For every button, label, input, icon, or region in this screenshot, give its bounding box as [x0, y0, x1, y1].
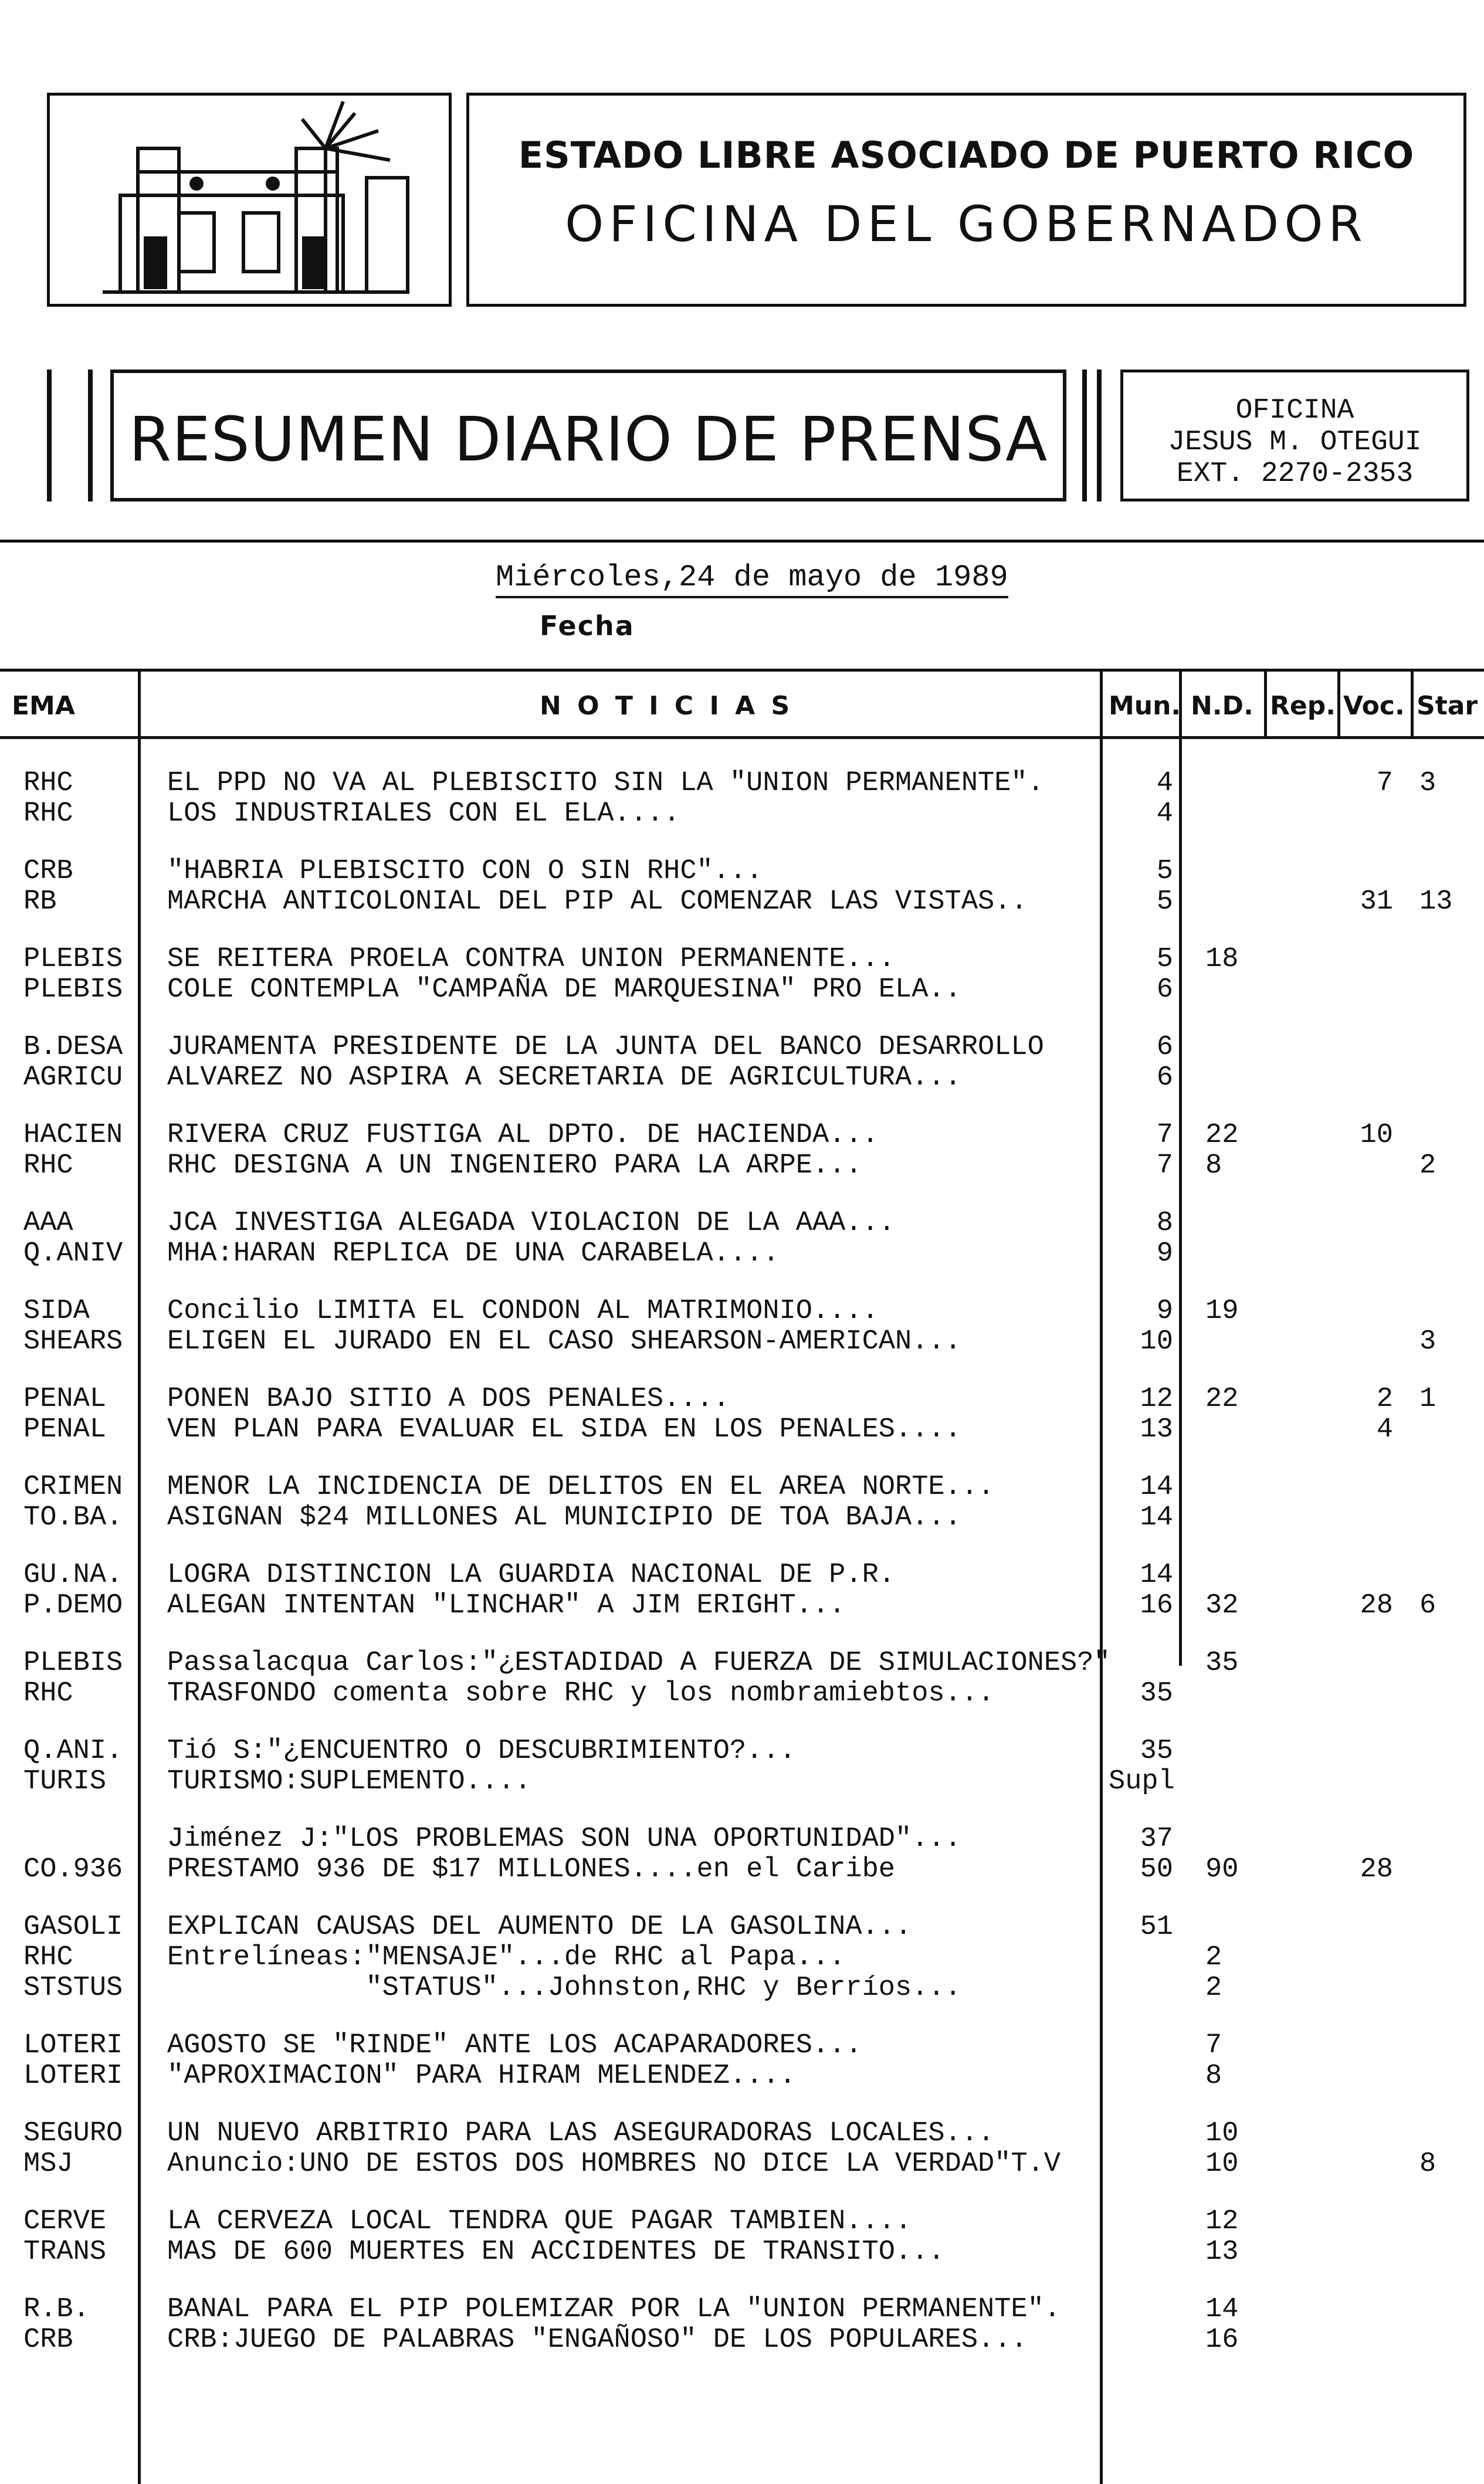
- news-table: [0, 669, 1484, 2484]
- row-mun-cell: 4: [1156, 798, 1173, 829]
- row-news-cell: Tió S:"¿ENCUENTRO O DESCUBRIMIENTO?...: [167, 1736, 796, 1767]
- row-nd-cell: 12: [1205, 2206, 1239, 2237]
- row-nd-cell: 7: [1205, 2030, 1222, 2061]
- row-tema-cell: PLEBIS: [23, 944, 123, 975]
- row-nd-cell: 22: [1205, 1120, 1239, 1151]
- header-star: Star: [1417, 691, 1478, 721]
- row-nd-cell: 18: [1205, 944, 1239, 975]
- row-nd-cell: 13: [1205, 2236, 1239, 2268]
- row-tema-cell: GU.NA.: [23, 1560, 123, 1591]
- row-mun-cell: 35: [1140, 1736, 1173, 1767]
- row-star-cell: 1: [1419, 1384, 1436, 1415]
- row-tema-cell: GASOLI: [23, 1912, 123, 1943]
- row-nd-cell: 2: [1205, 1973, 1222, 2004]
- row-tema-cell: Q.ANIV: [23, 1238, 123, 1269]
- row-news-cell: ASIGNAN $24 MILLONES AL MUNICIPIO DE TOA BAJA...: [167, 1502, 961, 1533]
- row-tema-cell: CRB: [23, 2324, 73, 2356]
- col-divider: [1337, 669, 1340, 736]
- row-voc-cell: 4: [1376, 1414, 1393, 1445]
- row-star-cell: 2: [1419, 1150, 1436, 1181]
- row-mun-cell: 51: [1140, 1912, 1173, 1943]
- row-mun-cell: 5: [1156, 886, 1173, 917]
- header-tema: EMA: [12, 691, 75, 721]
- row-news-cell: PRESTAMO 936 DE $17 MILLONES....en el Caribe: [167, 1854, 896, 1885]
- row-tema-cell: TURIS: [23, 1766, 107, 1797]
- row-tema-cell: TO.BA.: [23, 1502, 123, 1533]
- horizontal-rule: [0, 540, 1484, 543]
- row-nd-cell: 16: [1205, 2324, 1239, 2356]
- row-nd-cell: 14: [1205, 2294, 1239, 2325]
- row-news-cell: COLE CONTEMPLA "CAMPAÑA DE MARQUESINA" PRO ELA..: [167, 974, 961, 1005]
- row-mun-cell: 7: [1156, 1150, 1173, 1181]
- col-divider: [1264, 669, 1267, 736]
- row-nd-cell: 8: [1205, 2061, 1222, 2092]
- row-nd-cell: 8: [1205, 1150, 1222, 1181]
- row-nd-cell: 10: [1205, 2118, 1239, 2149]
- row-star-cell: 6: [1419, 1590, 1436, 1621]
- date-label: Fecha: [540, 610, 635, 642]
- row-tema-cell: PLEBIS: [23, 1648, 123, 1679]
- row-tema-cell: CRB: [23, 856, 73, 887]
- row-news-cell: MHA:HARAN REPLICA DE UNA CARABELA....: [167, 1238, 780, 1269]
- office-line: EXT. 2270-2353: [1176, 458, 1414, 490]
- row-mun-cell: 14: [1140, 1472, 1173, 1503]
- row-tema-cell: MSJ: [23, 2148, 73, 2180]
- row-news-cell: TURISMO:SUPLEMENTO....: [167, 1766, 531, 1797]
- row-news-cell: "APROXIMACION" PARA HIRAM MELENDEZ....: [167, 2061, 796, 2092]
- row-news-cell: ELIGEN EL JURADO EN EL CASO SHEARSON-AMERICAN...: [167, 1326, 961, 1357]
- header-mun: Mun.: [1109, 691, 1181, 721]
- date-value: Miércoles,24 de mayo de 1989: [496, 560, 1008, 598]
- decorative-bar: [1082, 370, 1087, 501]
- row-star-cell: 3: [1419, 1326, 1436, 1357]
- row-mun-cell: 6: [1156, 1062, 1173, 1093]
- row-news-cell: BANAL PARA EL PIP POLEMIZAR POR LA "UNION PERMANENTE".: [167, 2294, 1061, 2325]
- row-mun-cell: 37: [1140, 1824, 1173, 1855]
- row-tema-cell: P.DEMO: [23, 1590, 123, 1621]
- row-news-cell: Anuncio:UNO DE ESTOS DOS HOMBRES NO DICE LA VERDAD"T.V: [167, 2148, 1061, 2180]
- row-news-cell: PONEN BAJO SITIO A DOS PENALES....: [167, 1384, 730, 1415]
- row-news-cell: LOGRA DISTINCION LA GUARDIA NACIONAL DE P.R.: [167, 1560, 896, 1591]
- row-tema-cell: RHC: [23, 1942, 73, 1973]
- decorative-bar: [47, 370, 52, 501]
- office-contact-box: [1120, 370, 1469, 501]
- row-voc-cell: 28: [1360, 1854, 1393, 1885]
- header-title-box: [466, 93, 1466, 307]
- row-nd-cell: 22: [1205, 1384, 1239, 1415]
- row-news-cell: "HABRIA PLEBISCITO CON O SIN RHC"...: [167, 856, 763, 887]
- row-nd-cell: 2: [1205, 1942, 1222, 1973]
- row-nd-cell: 32: [1205, 1590, 1239, 1621]
- header-voc: Voc.: [1343, 691, 1405, 721]
- row-tema-cell: HACIEN: [23, 1120, 123, 1151]
- row-mun-cell: 14: [1140, 1560, 1173, 1591]
- row-voc-cell: 10: [1360, 1120, 1393, 1151]
- decorative-bar: [88, 370, 93, 501]
- row-voc-cell: 31: [1360, 886, 1393, 917]
- row-news-cell: LA CERVEZA LOCAL TENDRA QUE PAGAR TAMBIEN....: [167, 2206, 912, 2237]
- row-mun-cell: 6: [1156, 974, 1173, 1005]
- row-tema-cell: STSTUS: [23, 1973, 123, 2004]
- row-tema-cell: RHC: [23, 768, 73, 799]
- row-mun-cell: 4: [1156, 768, 1173, 799]
- row-news-cell: MAS DE 600 MUERTES EN ACCIDENTES DE TRANSITO...: [167, 2236, 945, 2268]
- row-mun-cell: 9: [1156, 1238, 1173, 1269]
- header-rep: Rep.: [1270, 691, 1336, 721]
- row-tema-cell: CERVE: [23, 2206, 107, 2237]
- row-tema-cell: AGRICU: [23, 1062, 123, 1093]
- row-tema-cell: RHC: [23, 1150, 73, 1181]
- row-tema-cell: R.B.: [23, 2294, 90, 2325]
- row-mun-cell: 9: [1156, 1296, 1173, 1327]
- row-news-cell: RHC DESIGNA A UN INGENIERO PARA LA ARPE...: [167, 1150, 862, 1181]
- row-news-cell: Entrelíneas:"MENSAJE"...de RHC al Papa...: [167, 1942, 846, 1973]
- header-line2: OFICINA DEL GOBERNADOR: [565, 195, 1368, 253]
- row-mun-cell: 8: [1156, 1208, 1173, 1239]
- office-line: JESUS M. OTEGUI: [1168, 426, 1422, 458]
- row-voc-cell: 28: [1360, 1590, 1393, 1621]
- row-tema-cell: RHC: [23, 1678, 73, 1709]
- row-news-cell: JURAMENTA PRESIDENTE DE LA JUNTA DEL BANCO DESARROLLO: [167, 1032, 1044, 1063]
- row-news-cell: MENOR LA INCIDENCIA DE DELITOS EN EL AREA NORTE...: [167, 1472, 995, 1503]
- row-mun-cell: 5: [1156, 856, 1173, 887]
- row-mun-cell: 6: [1156, 1032, 1173, 1063]
- row-news-cell: TRASFONDO comenta sobre RHC y los nombramiebtos...: [167, 1678, 995, 1709]
- row-tema-cell: SHEARS: [23, 1326, 123, 1357]
- header-noticias: N O T I C I A S: [540, 691, 794, 721]
- row-tema-cell: PLEBIS: [23, 974, 123, 1005]
- col-divider: [1100, 669, 1103, 2484]
- row-mun-cell: 12: [1140, 1384, 1173, 1415]
- row-news-cell: VEN PLAN PARA EVALUAR EL SIDA EN LOS PENALES....: [167, 1414, 961, 1445]
- row-mun-cell: 50: [1140, 1854, 1173, 1885]
- resumen-title: RESUMEN DIARIO DE PRENSA: [128, 404, 1048, 475]
- row-voc-cell: 7: [1376, 768, 1393, 799]
- row-tema-cell: PENAL: [23, 1414, 107, 1445]
- row-tema-cell: SEGURO: [23, 2118, 123, 2149]
- row-tema-cell: Q.ANI.: [23, 1736, 123, 1767]
- row-news-cell: CRB:JUEGO DE PALABRAS "ENGAÑOSO" DE LOS POPULARES...: [167, 2324, 1028, 2356]
- row-nd-cell: 10: [1205, 2148, 1239, 2180]
- row-news-cell: ALVAREZ NO ASPIRA A SECRETARIA DE AGRICULTURA...: [167, 1062, 961, 1093]
- row-mun-cell: 16: [1140, 1590, 1173, 1621]
- col-divider: [1411, 669, 1414, 736]
- fortaleza-logo-box: [47, 93, 452, 307]
- row-news-cell: UN NUEVO ARBITRIO PARA LAS ASEGURADORAS LOCALES...: [167, 2118, 995, 2149]
- row-star-cell: 13: [1419, 886, 1453, 917]
- row-mun-cell: 7: [1156, 1120, 1173, 1151]
- row-news-cell: Concilio LIMITA EL CONDON AL MATRIMONIO....: [167, 1296, 879, 1327]
- row-news-cell: MARCHA ANTICOLONIAL DEL PIP AL COMENZAR LAS VISTAS..: [167, 886, 1028, 917]
- decorative-bar: [1097, 370, 1102, 501]
- row-tema-cell: B.DESA: [23, 1032, 123, 1063]
- row-news-cell: RIVERA CRUZ FUSTIGA AL DPTO. DE HACIENDA...: [167, 1120, 879, 1151]
- row-tema-cell: LOTERI: [23, 2061, 123, 2092]
- row-mun-cell: Supl: [1109, 1766, 1175, 1797]
- row-tema-cell: CRIMEN: [23, 1472, 123, 1503]
- office-line: OFICINA: [1235, 395, 1354, 426]
- col-divider: [138, 669, 141, 2484]
- fortaleza-building-illustration: [50, 96, 449, 304]
- row-tema-cell: SIDA: [23, 1296, 90, 1327]
- row-tema-cell: LOTERI: [23, 2030, 123, 2061]
- row-news-cell: JCA INVESTIGA ALEGADA VIOLACION DE LA AAA...: [167, 1208, 896, 1239]
- row-news-cell: LOS INDUSTRIALES CON EL ELA....: [167, 798, 680, 829]
- header-nd: N.D.: [1191, 691, 1253, 721]
- row-tema-cell: RHC: [23, 798, 73, 829]
- col-divider: [1179, 669, 1182, 1666]
- row-nd-cell: 35: [1205, 1648, 1239, 1679]
- row-news-cell: Passalacqua Carlos:"¿ESTADIDAD A FUERZA DE SIMULACIONES?": [167, 1648, 1110, 1679]
- row-mun-cell: 14: [1140, 1502, 1173, 1533]
- row-mun-cell: 13: [1140, 1414, 1173, 1445]
- row-tema-cell: PENAL: [23, 1384, 107, 1415]
- row-nd-cell: 90: [1205, 1854, 1239, 1885]
- row-star-cell: 8: [1419, 2148, 1436, 2180]
- row-news-cell: EL PPD NO VA AL PLEBISCITO SIN LA "UNION PERMANENTE".: [167, 768, 1044, 799]
- row-news-cell: SE REITERA PROELA CONTRA UNION PERMANENTE...: [167, 944, 896, 975]
- row-nd-cell: 19: [1205, 1296, 1239, 1327]
- row-tema-cell: CO.936: [23, 1854, 123, 1885]
- table-header-rule: [0, 736, 1484, 739]
- row-news-cell: AGOSTO SE "RINDE" ANTE LOS ACAPARADORES...: [167, 2030, 862, 2061]
- row-mun-cell: 35: [1140, 1678, 1173, 1709]
- row-voc-cell: 2: [1376, 1384, 1393, 1415]
- row-tema-cell: RB: [23, 886, 57, 917]
- row-tema-cell: TRANS: [23, 2236, 107, 2268]
- row-mun-cell: 10: [1140, 1326, 1173, 1357]
- row-tema-cell: AAA: [23, 1208, 73, 1239]
- row-news-cell: ALEGAN INTENTAN "LINCHAR" A JIM ERIGHT...: [167, 1590, 846, 1621]
- header-line1: ESTADO LIBRE ASOCIADO DE PUERTO RICO: [518, 134, 1415, 177]
- row-star-cell: 3: [1419, 768, 1436, 799]
- row-news-cell: EXPLICAN CAUSAS DEL AUMENTO DE LA GASOLINA...: [167, 1912, 912, 1943]
- row-mun-cell: 5: [1156, 944, 1173, 975]
- row-news-cell: Jiménez J:"LOS PROBLEMAS SON UNA OPORTUNIDAD"...: [167, 1824, 961, 1855]
- table-top-rule: [0, 669, 1484, 672]
- resumen-banner-box: [110, 370, 1066, 501]
- row-news-cell: "STATUS"...Johnston,RHC y Berríos...: [167, 1973, 961, 2004]
